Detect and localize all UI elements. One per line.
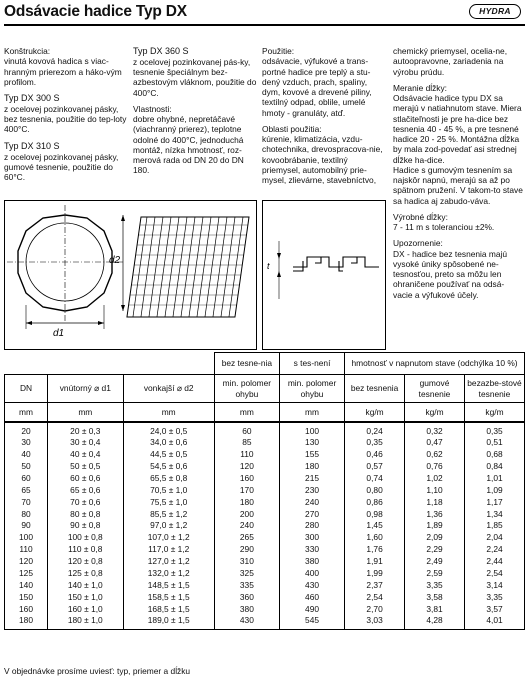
table-cell: 107,0 ± 1,2 (123, 532, 214, 544)
table-cell: 2,70 (345, 603, 405, 615)
table-cell: 1,91 (345, 556, 405, 568)
table-cell: 20 (5, 422, 48, 438)
table-cell: 1,99 (345, 568, 405, 580)
table-cell: 1,60 (345, 532, 405, 544)
table-cell: 1,36 (405, 508, 465, 520)
unit-cell: kg/m (464, 403, 524, 422)
table-cell: 70 (5, 496, 48, 508)
table-cell: 70,5 ± 1,0 (123, 485, 214, 497)
table-cell: 0,84 (464, 461, 524, 473)
table-cell: 380 (279, 556, 344, 568)
table-cell: 0,35 (464, 422, 524, 438)
table-row (5, 520, 525, 532)
table-cell: 460 (279, 592, 344, 604)
table-cell: 0,86 (345, 496, 405, 508)
table-cell: 155 (279, 449, 344, 461)
table-cell: 490 (279, 603, 344, 615)
table-cell: 2,59 (405, 568, 465, 580)
table-cell: 215 (279, 473, 344, 485)
vlastnosti-heading: Vlastnosti: (133, 103, 172, 114)
table-cell: 330 (279, 544, 344, 556)
dx360-heading: Typ DX 360 S (133, 46, 189, 56)
table-cell: 85,5 ± 1,2 (123, 508, 214, 520)
unit-cell: kg/m (345, 403, 405, 422)
table-cell: 4,01 (464, 615, 524, 629)
table-cell: 117,0 ± 1,2 (123, 544, 214, 556)
table-cell: 0,62 (405, 449, 465, 461)
table-cell: 30 ± 0,4 (48, 437, 124, 449)
table-cell: 1,45 (345, 520, 405, 532)
table-cell: 100 ± 0,8 (48, 532, 124, 544)
table-cell: 180 ± 1,0 (48, 615, 124, 629)
table-cell: 120 (5, 556, 48, 568)
vyrobne-text: 7 - 11 m s toleranciou ±2%. (393, 222, 495, 232)
table-cell: 97,0 ± 1,2 (123, 520, 214, 532)
table-row (5, 461, 525, 473)
page-title: Odsávacie hadice Typ DX (4, 3, 187, 20)
table-cell: 44,5 ± 0,5 (123, 449, 214, 461)
table-cell: 430 (214, 615, 279, 629)
table-cell: 80 (5, 508, 48, 520)
table-cell: 200 (214, 508, 279, 520)
table-cell: 60 ± 0,6 (48, 473, 124, 485)
text-column-2 (133, 46, 257, 176)
table-cell: 4,28 (405, 615, 465, 629)
bezazbestove-header: bezazbe-stové tesnenie (464, 375, 524, 403)
table-cell: 0,47 (405, 437, 465, 449)
table-cell: 0,76 (405, 461, 465, 473)
table-cell: 1,76 (345, 544, 405, 556)
table-cell: 50 ± 0,5 (48, 461, 124, 473)
pouzitie-continued-text: chemický priemysel, ocelia-ne, autoopravovne, zariadenia na výrobu prúdu. (393, 46, 508, 77)
hose-drawing (4, 200, 257, 350)
table-cell: 3,35 (405, 580, 465, 592)
table-cell: 3,35 (464, 592, 524, 604)
table-cell: 24,0 ± 0,5 (123, 422, 214, 438)
table-cell: 545 (279, 615, 344, 629)
table-cell: 110 ± 0,8 (48, 544, 124, 556)
table-cell: 280 (279, 520, 344, 532)
table-row (5, 580, 525, 592)
table-cell: 150 (5, 592, 48, 604)
unit-cell: mm (279, 403, 344, 422)
table-cell: 0,32 (405, 422, 465, 438)
table-cell: 0,35 (345, 437, 405, 449)
table-cell: 0,80 (345, 485, 405, 497)
dx360-text: z ocelovej pozinkovanej pás-ky, tesnenie špeciálnym bez-azbestovým vláknom, použitie do 400°C. (133, 56, 257, 98)
d1-label: d1 (53, 328, 65, 339)
konstrukcia-heading: Konštrukcia: (4, 46, 51, 56)
table-cell: 270 (279, 508, 344, 520)
table-row (5, 508, 525, 520)
table-cell: 230 (279, 485, 344, 497)
table-cell: 160 (5, 603, 48, 615)
table-row (5, 496, 525, 508)
text-column-1 (4, 46, 128, 182)
table-cell: 360 (214, 592, 279, 604)
oblasti-heading: Oblasti použitia: (262, 123, 322, 134)
dx310-heading: Typ DX 310 S (4, 140, 60, 151)
table-cell: 0,57 (345, 461, 405, 473)
table-cell: 90 (5, 520, 48, 532)
table-cell: 110 (214, 449, 279, 461)
table-cell: 50 (5, 461, 48, 473)
table-cell: 3,57 (464, 603, 524, 615)
vlastnosti-text: dobre ohybné, nepretáčavé (viachranný prierez), teplotne odolné do 400°C, jednoduchá montáž, nízka hmotnosť, roz-merová rada od DN 20 do DN 180. (133, 114, 244, 176)
table-cell: 2,24 (464, 544, 524, 556)
table-cell: 290 (214, 544, 279, 556)
table-cell: 265 (214, 532, 279, 544)
table-cell: 40 (5, 449, 48, 461)
table-cell: 1,85 (464, 520, 524, 532)
table-row (5, 422, 525, 438)
table-cell: 3,03 (345, 615, 405, 629)
table-cell: 0,68 (464, 449, 524, 461)
polomer-bez-header: min. polomer ohybu (214, 375, 279, 403)
meranie-heading: Meranie dĺžky: (393, 82, 447, 93)
dimension-table (4, 352, 525, 630)
table-cell: 0,51 (464, 437, 524, 449)
table-cell: 158,5 ± 1,5 (123, 592, 214, 604)
gum-text: Hadice s gumovým tesnením sa najskôr napnú, merajú sa až po spätnom pružení. V takom-to stave sa hadica aj zabudo-váva. (393, 164, 523, 206)
table-cell: 1,18 (405, 496, 465, 508)
unit-cell: mm (123, 403, 214, 422)
table-cell: 132,0 ± 1,2 (123, 568, 214, 580)
meranie-text: Odsávacie hadice typu DX sa merajú v natiahnutom stave. Miera stlačiteľnosti je pre ha-dice bez tesnenia 40 - 45 %, a pre tesnené hadice 20 - 25 %. Montážna dĺžka by mala zod-povedať asi strednej dĺžke ha-dice. (393, 93, 522, 165)
table-cell: 400 (279, 568, 344, 580)
table-row (5, 532, 525, 544)
table-cell: 54,5 ± 0,6 (123, 461, 214, 473)
table-cell: 100 (5, 532, 48, 544)
table-cell: 125 ± 0,8 (48, 568, 124, 580)
table-cell: 130 (279, 437, 344, 449)
vnutorny-header: vnútorný ⌀ d1 (48, 375, 124, 403)
table-cell: 80 ± 0,8 (48, 508, 124, 520)
konstrukcia-text: vinutá kovová hadica s viac-hranným prierezom a háko-vým profilom. (4, 56, 122, 87)
table-cell: 180 (279, 461, 344, 473)
table-cell: 189,0 ± 1,5 (123, 615, 214, 629)
table-row (5, 544, 525, 556)
table-row (5, 449, 525, 461)
table-cell: 1,89 (405, 520, 465, 532)
hydra-logo: HYDRA (469, 4, 521, 19)
table-cell: 65,5 ± 0,8 (123, 473, 214, 485)
table-cell: 380 (214, 603, 279, 615)
table-row (5, 473, 525, 485)
table-cell: 180 (214, 496, 279, 508)
table-cell: 150 ± 1,0 (48, 592, 124, 604)
table-row (5, 437, 525, 449)
table-cell: 240 (214, 520, 279, 532)
dx300-text: z ocelovej pozinkovanej pásky, bez tesnenia, použitie do tep-loty 400°C. (4, 103, 127, 135)
table-cell: 3,58 (405, 592, 465, 604)
d2-label: d2 (109, 255, 121, 266)
table-cell: 140 (5, 580, 48, 592)
table-cell: 65 (5, 485, 48, 497)
pouzitie-text: odsávacie, výfukové a trans-portné hadice pre teplý a stu-dený vzduch, prach, spaliny, dym, kovové a drevené piliny, textilný odpad, oblile, umelé hmoty - granuláty, atď. (262, 56, 372, 118)
text-column-3 (262, 46, 386, 185)
table-row (5, 615, 525, 629)
gumove-header: gumové tesnenie (405, 375, 465, 403)
t-label: t (267, 261, 270, 271)
upozornenie-heading: Upozornenie: (393, 238, 443, 249)
table-cell: 70 ± 0,6 (48, 496, 124, 508)
table-cell: 1,01 (464, 473, 524, 485)
table-cell: 2,04 (464, 532, 524, 544)
bez-tesnenia-weight-header: bez tesnenia (345, 375, 405, 403)
table-cell: 20 ± 0,3 (48, 422, 124, 438)
table-cell: 120 (214, 461, 279, 473)
table-cell: 1,34 (464, 508, 524, 520)
table-cell: 1,17 (464, 496, 524, 508)
table-cell: 140 ± 1,0 (48, 580, 124, 592)
table-cell: 160 (214, 473, 279, 485)
table-cell: 300 (279, 532, 344, 544)
unit-cell: mm (5, 403, 48, 422)
upozornenie-text: DX - hadice bez tesnenia majú vysoké úniky spôsobené ne-tesnosťou, preto sa môžu len ohraničene používať na odsá-vacie a výfukové účely. (393, 248, 508, 300)
s-tesnenim-header: s tes-není (279, 353, 344, 375)
table-cell: 2,29 (405, 544, 465, 556)
table-cell: 85 (214, 437, 279, 449)
table-cell: 120 ± 0,8 (48, 556, 124, 568)
table-cell: 0,98 (345, 508, 405, 520)
table-cell: 325 (214, 568, 279, 580)
unit-cell: kg/m (405, 403, 465, 422)
table-cell: 170 (214, 485, 279, 497)
table-cell: 310 (214, 556, 279, 568)
table-cell: 127,0 ± 1,2 (123, 556, 214, 568)
table-row (5, 568, 525, 580)
pouzitie-heading: Použitie: (262, 46, 295, 56)
table-cell: 2,54 (464, 568, 524, 580)
bez-tesnenia-header: bez tesne-nia (214, 353, 279, 375)
table-cell: 0,74 (345, 473, 405, 485)
table-cell: 110 (5, 544, 48, 556)
table-cell: 0,46 (345, 449, 405, 461)
oblasti-text: kúrenie, klimatizácia, vzdu-chotechnika, drevospracova-nie, kovoobrábanie, textilný priemysel, automobilný prie-mysel, zlievárne, stavebníctvo, (262, 134, 383, 185)
table-cell: 125 (5, 568, 48, 580)
table-cell: 60 (214, 422, 279, 438)
table-cell: 30 (5, 437, 48, 449)
table-cell: 335 (214, 580, 279, 592)
table-cell: 3,14 (464, 580, 524, 592)
dx300-heading: Typ DX 300 S (4, 93, 60, 103)
hmotnost-header: hmotnosť v napnutom stave (odchýlka 10 %) (345, 353, 525, 375)
table-cell: 75,5 ± 1,0 (123, 496, 214, 508)
polomer-s-header: min. polomer ohybu (279, 375, 344, 403)
table-cell: 180 (5, 615, 48, 629)
table-cell: 65 ± 0,6 (48, 485, 124, 497)
table-cell: 1,10 (405, 485, 465, 497)
profile-drawing (262, 200, 386, 350)
vyrobne-heading: Výrobné dĺžky: (393, 211, 448, 222)
table-cell: 240 (279, 496, 344, 508)
table-row (5, 592, 525, 604)
table-cell: 60 (5, 473, 48, 485)
table-cell: 148,5 ± 1,5 (123, 580, 214, 592)
table-cell: 3,81 (405, 603, 465, 615)
table-cell: 100 (279, 422, 344, 438)
table-cell: 2,37 (345, 580, 405, 592)
table-cell: 430 (279, 580, 344, 592)
unit-cell: mm (48, 403, 124, 422)
table-cell: 34,0 ± 0,6 (123, 437, 214, 449)
dn-header: DN (5, 375, 48, 403)
table-cell: 90 ± 0,8 (48, 520, 124, 532)
text-column-4 (393, 46, 523, 300)
table-cell: 168,5 ± 1,5 (123, 603, 214, 615)
table-cell: 0,24 (345, 422, 405, 438)
table-cell: 160 ± 1,0 (48, 603, 124, 615)
table-row (5, 603, 525, 615)
header-rule (4, 24, 525, 26)
order-note: V objednávke prosíme uviesť: typ, priemer a dĺžku (4, 666, 191, 676)
table-cell: 1,09 (464, 485, 524, 497)
table-row (5, 556, 525, 568)
table-cell: 2,09 (405, 532, 465, 544)
vonkajsi-header: vonkajší ⌀ d2 (123, 375, 214, 403)
table-cell: 2,54 (345, 592, 405, 604)
table-cell: 40 ± 0,4 (48, 449, 124, 461)
dx310-text: z ocelovej pozinkovanej pásky, gumové tesnenie, použitie do 60°C. (4, 151, 119, 183)
table-cell: 2,49 (405, 556, 465, 568)
table-cell: 1,02 (405, 473, 465, 485)
unit-cell: mm (214, 403, 279, 422)
table-cell: 2,44 (464, 556, 524, 568)
table-row (5, 485, 525, 497)
